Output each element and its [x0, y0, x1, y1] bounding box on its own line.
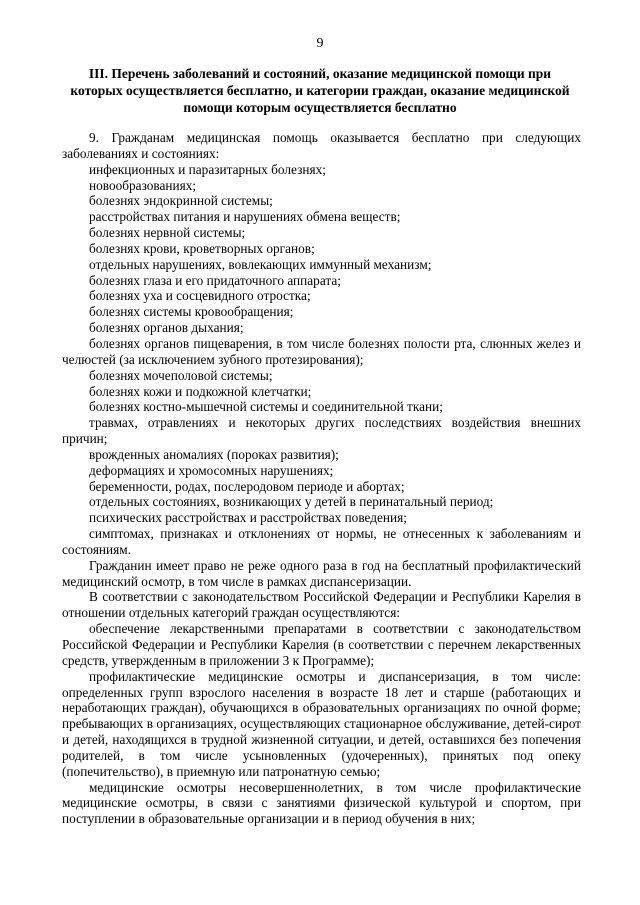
list-item: расстройствах питания и нарушениях обмена веществ; [89, 209, 401, 225]
list-item: болезнях органов пищеварения, в том числе болезнях полости рта, слюнных желез и челюстей (за исключением зубного протезирования); [62, 335, 581, 367]
list-item: травмах, отравлениях и некоторых других последствиях воздействия внешних причин; [62, 415, 581, 447]
paragraph: В соответствии с законодательством Российской Федерации и Республики Карелия в отношении отдельных категорий граждан осуществляются: [62, 589, 581, 621]
list-item: болезнях системы кровообращения; [89, 304, 294, 320]
list-item: психических расстройствах и расстройствах поведения; [89, 510, 407, 526]
list-item: болезнях уха и сосцевидного отростка; [89, 288, 311, 304]
section-heading: III. Перечень заболеваний и состояний, оказание медицинской помощи при которых осуществляется бесплатно, и категории граждан, оказание медицинской помощи которым осуществляется бесплатно [70, 66, 570, 115]
paragraph: Гражданин имеет право не реже одного раза в год на бесплатный профилактический медицинский осмотр, в том числе в рамках диспансеризации. [62, 557, 581, 589]
list-item: инфекционных и паразитарных болезнях; [89, 161, 326, 177]
list-item: беременности, родах, послеродовом периоде и абортах; [89, 478, 405, 494]
list-item: новообразованиях; [89, 177, 197, 193]
list-item: болезнях нервной системы; [89, 225, 246, 241]
list-item: симптомах, признаках и отклонениях от нормы, не отнесенных к заболеваниям и состояниям. [62, 526, 581, 557]
list-item: болезнях кожи и подкожной клетчатки; [89, 383, 312, 399]
list-item: болезнях органов дыхания; [89, 320, 244, 336]
list-item: болезнях крови, кроветворных органов; [89, 240, 315, 256]
list-item: болезнях глаза и его придаточного аппарата; [89, 272, 341, 288]
list-item: деформациях и хромосомных нарушениях; [89, 462, 334, 478]
page-number: 9 [316, 36, 324, 51]
list-item: отдельных состояниях, возникающих у детей в перинатальный период; [89, 494, 494, 510]
list-item: обеспечение лекарственными препаратами в соответствии с законодательством Российской Федерации и Республики Карелия (в соответствии с перечнем лекарственных средств, утвержденным в приложении 3 к Программе); [62, 621, 581, 668]
list-item: профилактические медицинские осмотры и диспансеризация, в том числе: определенных групп взрослого населения в возрасте 18 лет и старше (работающих и неработающих граждан), обучающихся в образовательных организациях по очной форме; пребывающих в организациях, осуществляющих стационарное обслуживание, детей-сирот и детей, находящихся в трудной жизненной ситуации, и детей, оставшихся без попечения родителей, в том числе усыновленных (удочеренных), принятых под опеку (попечительство), в приемную или патронатную семью; [62, 668, 581, 779]
paragraph-intro: 9. Гражданам медицинская помощь оказывается бесплатно при следующих заболеваниях и состояниях: [62, 130, 581, 161]
list-item: врожденных аномалиях (пороках развития); [89, 446, 339, 462]
list-item: болезнях костно-мышечной системы и соединительной ткани; [89, 399, 443, 415]
list-item: отдельных нарушениях, вовлекающих иммунный механизм; [89, 256, 432, 272]
list-item: медицинские осмотры несовершеннолетних, в том числе профилактические медицинские осмотры, в связи с занятиями физической культурой и спортом, при поступлении в образовательные организации и в период обучения в них; [62, 779, 581, 827]
document-body [62, 130, 581, 827]
list-item: болезнях эндокринной системы; [89, 193, 273, 209]
list-item: болезнях мочеполовой системы; [89, 367, 273, 383]
